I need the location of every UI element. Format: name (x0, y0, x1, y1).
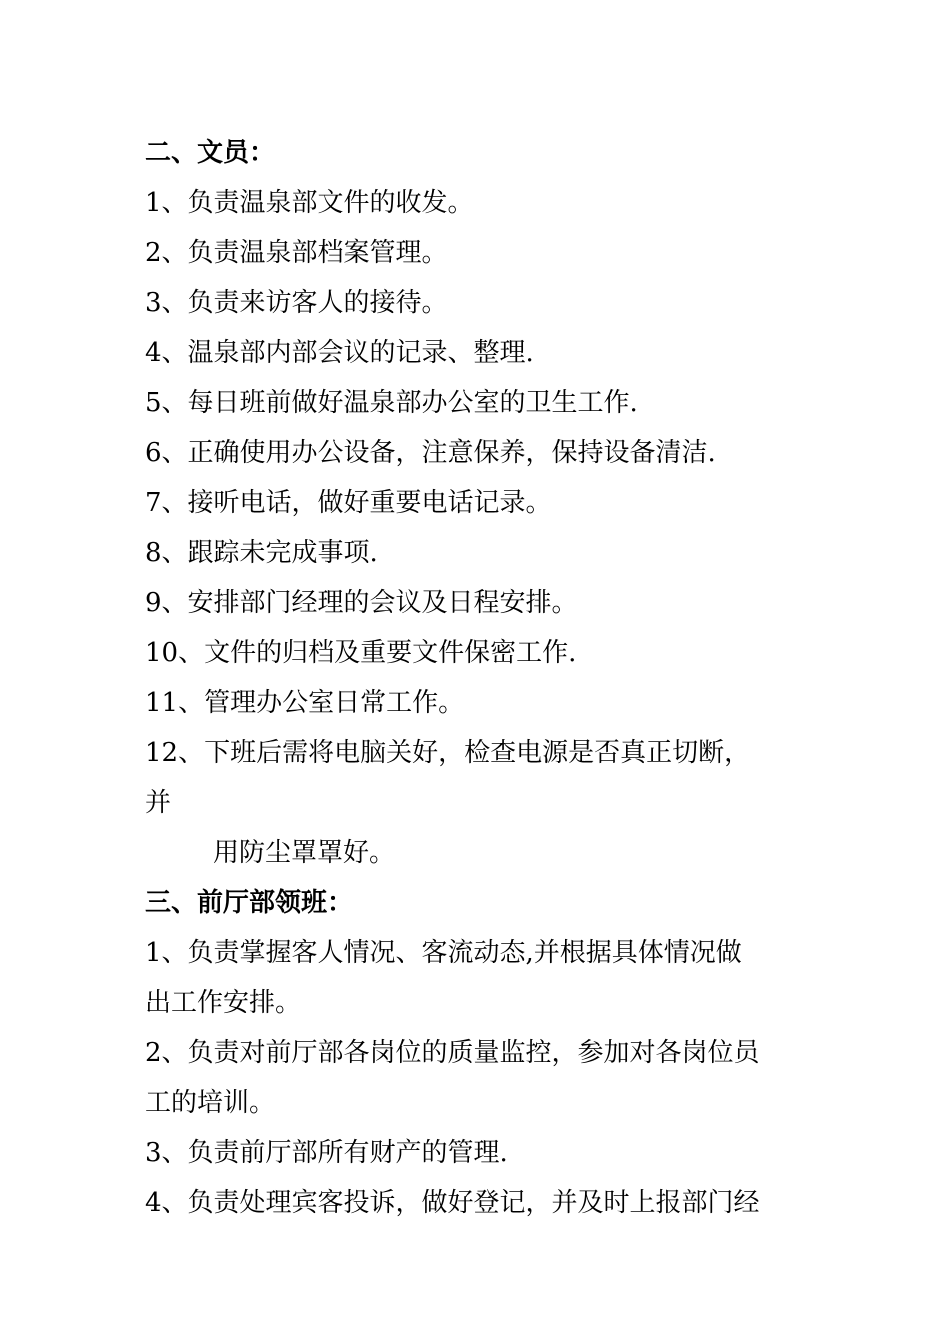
list-item: 11、管理办公室日常工作。 (145, 688, 465, 718)
list-item: 2、负责温泉部档案管理。 (145, 238, 448, 268)
list-item: 1、负责掌握客人情况、客流动态,并根据具体情况做 (145, 938, 742, 968)
list-item: 6、正确使用办公设备，注意保养，保持设备清洁. (145, 438, 716, 468)
list-item: 1、负责温泉部文件的收发。 (145, 188, 474, 218)
section-heading-front-desk-supervisor: 三、前厅部领班： (145, 888, 354, 918)
list-item: 4、负责处理宾客投诉，做好登记，并及时上报部门经 (145, 1188, 760, 1218)
list-item: 2、负责对前厅部各岗位的质量监控，参加对各岗位员 (145, 1038, 760, 1068)
list-item-continuation: 出工作安排。 (145, 988, 302, 1018)
document-body (145, 128, 825, 1228)
list-item-continuation: 用防尘罩罩好。 (213, 838, 396, 868)
list-item: 4、温泉部内部会议的记录、整理. (145, 338, 534, 368)
list-item-continuation: 并 (145, 788, 172, 818)
list-item: 9、安排部门经理的会议及日程安排。 (145, 588, 578, 618)
list-item: 8、跟踪未完成事项. (145, 538, 378, 568)
list-item: 3、负责前厅部所有财产的管理. (145, 1138, 508, 1168)
section-heading-clerk: 二、文员： (145, 138, 276, 168)
list-item-continuation: 工的培训。 (145, 1088, 276, 1118)
list-item: 10、文件的归档及重要文件保密工作. (145, 638, 577, 668)
list-item: 12、下班后需将电脑关好，检查电源是否真正切断， (145, 738, 751, 768)
list-item: 5、每日班前做好温泉部办公室的卫生工作. (145, 388, 638, 418)
list-item: 3、负责来访客人的接待。 (145, 288, 448, 318)
list-item: 7、接听电话，做好重要电话记录。 (145, 488, 552, 518)
